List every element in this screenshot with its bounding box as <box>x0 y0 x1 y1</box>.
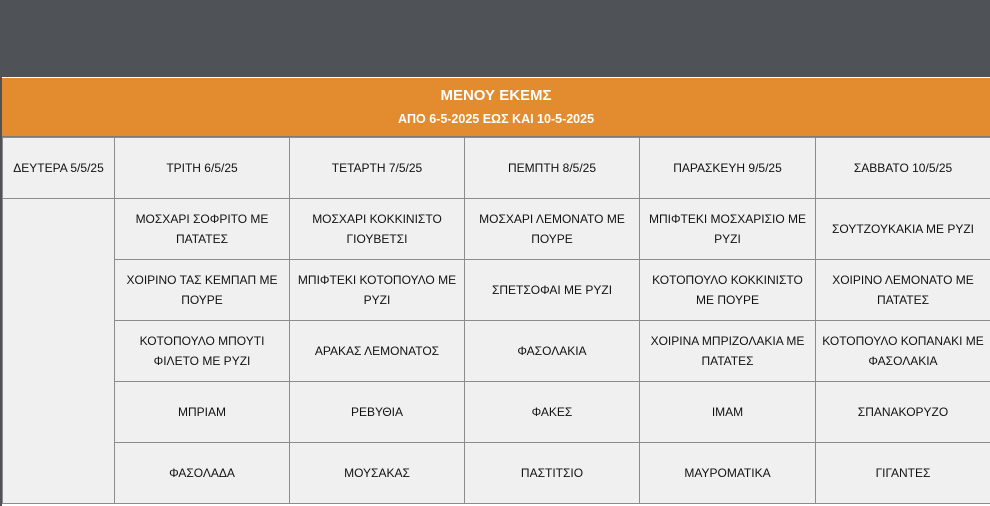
meal-cell[interactable]: ΧΟΙΡΙΝΑ ΜΠΡΙΖΟΛΑΚΙΑ ΜΕ ΠΑΤΑΤΕΣ <box>640 321 816 382</box>
day-header-monday[interactable]: ΔΕΥΤΕΡΑ 5/5/25 <box>3 138 115 199</box>
menu-date-range: ΑΠΟ 6-5-2025 ΕΩΣ ΚΑΙ 10-5-2025 <box>397 112 595 126</box>
meal-cell[interactable]: ΓΙΓΑΝΤΕΣ <box>816 443 990 504</box>
day-header-saturday[interactable]: ΣΑΒΒΑΤΟ 10/5/25 <box>816 138 990 199</box>
meal-cell[interactable]: ΣΠΕΤΣΟΦΑΙ ΜΕ ΡΥΖΙ <box>465 260 640 321</box>
monday-empty-cell[interactable] <box>3 199 115 504</box>
meal-cell[interactable]: ΙΜΑΜ <box>640 382 816 443</box>
menu-title: ΜΕΝΟΥ ΕΚΕΜΣ <box>440 87 552 104</box>
meal-cell[interactable]: ΡΕΒΥΘΙΑ <box>290 382 465 443</box>
meal-cell[interactable]: ΜΠΙΦΤΕΚΙ ΜΟΣΧΑΡΙΣΙΟ ΜΕ ΡΥΖΙ <box>640 199 816 260</box>
day-header-friday[interactable]: ΠΑΡΑΣΚΕΥΗ 9/5/25 <box>640 138 816 199</box>
menu-table <box>2 137 990 504</box>
meal-row <box>3 443 990 504</box>
meal-cell[interactable]: ΜΟΣΧΑΡΙ ΛΕΜΟΝΑΤΟ ΜΕ ΠΟΥΡΕ <box>465 199 640 260</box>
meal-cell[interactable]: ΣΠΑΝΑΚΟΡΥΖΟ <box>816 382 990 443</box>
meal-cell[interactable]: ΚΟΤΟΠΟΥΛΟ ΜΠΟΥΤΙ ΦΙΛΕΤΟ ΜΕ ΡΥΖΙ <box>115 321 290 382</box>
meal-row <box>3 321 990 382</box>
meal-cell[interactable]: ΜΟΣΧΑΡΙ ΣΟΦΡΙΤΟ ΜΕ ΠΑΤΑΤΕΣ <box>115 199 290 260</box>
meal-cell[interactable]: ΣΟΥΤΖΟΥΚΑΚΙΑ ΜΕ ΡΥΖΙ <box>816 199 990 260</box>
meal-cell[interactable]: ΜΠΙΦΤΕΚΙ ΚΟΤΟΠΟΥΛΟ ΜΕ ΡΥΖΙ <box>290 260 465 321</box>
meal-cell[interactable]: ΜΠΡΙΑΜ <box>115 382 290 443</box>
day-header-wednesday[interactable]: ΤΕΤΑΡΤΗ 7/5/25 <box>290 138 465 199</box>
meal-row <box>3 199 990 260</box>
top-dark-bar <box>0 0 990 77</box>
meal-cell[interactable]: ΧΟΙΡΙΝΟ ΛΕΜΟΝΑΤΟ ΜΕ ΠΑΤΑΤΕΣ <box>816 260 990 321</box>
meal-cell[interactable]: ΜΟΥΣΑΚΑΣ <box>290 443 465 504</box>
day-header-row <box>3 138 990 199</box>
meal-cell[interactable]: ΠΑΣΤΙΤΣΙΟ <box>465 443 640 504</box>
meal-cell[interactable]: ΚΟΤΟΠΟΥΛΟ ΚΟΠΑΝΑΚΙ ΜΕ ΦΑΣΟΛΑΚΙΑ <box>816 321 990 382</box>
meal-cell[interactable]: ΜΟΣΧΑΡΙ ΚΟΚΚΙΝΙΣΤΟ ΓΙΟΥΒΕΤΣΙ <box>290 199 465 260</box>
meal-cell[interactable]: ΦΑΣΟΛΑΚΙΑ <box>465 321 640 382</box>
menu-banner <box>2 78 990 137</box>
meal-cell[interactable]: ΚΟΤΟΠΟΥΛΟ ΚΟΚΚΙΝΙΣΤΟ ΜΕ ΠΟΥΡΕ <box>640 260 816 321</box>
meal-cell[interactable]: ΦΑΣΟΛΑΔΑ <box>115 443 290 504</box>
day-header-tuesday[interactable]: ΤΡΙΤΗ 6/5/25 <box>115 138 290 199</box>
meal-row <box>3 260 990 321</box>
meal-cell[interactable]: ΜΑΥΡΟΜΑΤΙΚΑ <box>640 443 816 504</box>
meal-cell[interactable]: ΑΡΑΚΑΣ ΛΕΜΟΝΑΤΟΣ <box>290 321 465 382</box>
day-header-thursday[interactable]: ΠΕΜΠΤΗ 8/5/25 <box>465 138 640 199</box>
meal-cell[interactable]: ΦΑΚΕΣ <box>465 382 640 443</box>
meal-row <box>3 382 990 443</box>
meal-cell[interactable]: ΧΟΙΡΙΝΟ ΤΑΣ ΚΕΜΠΑΠ ΜΕ ΠΟΥΡΕ <box>115 260 290 321</box>
